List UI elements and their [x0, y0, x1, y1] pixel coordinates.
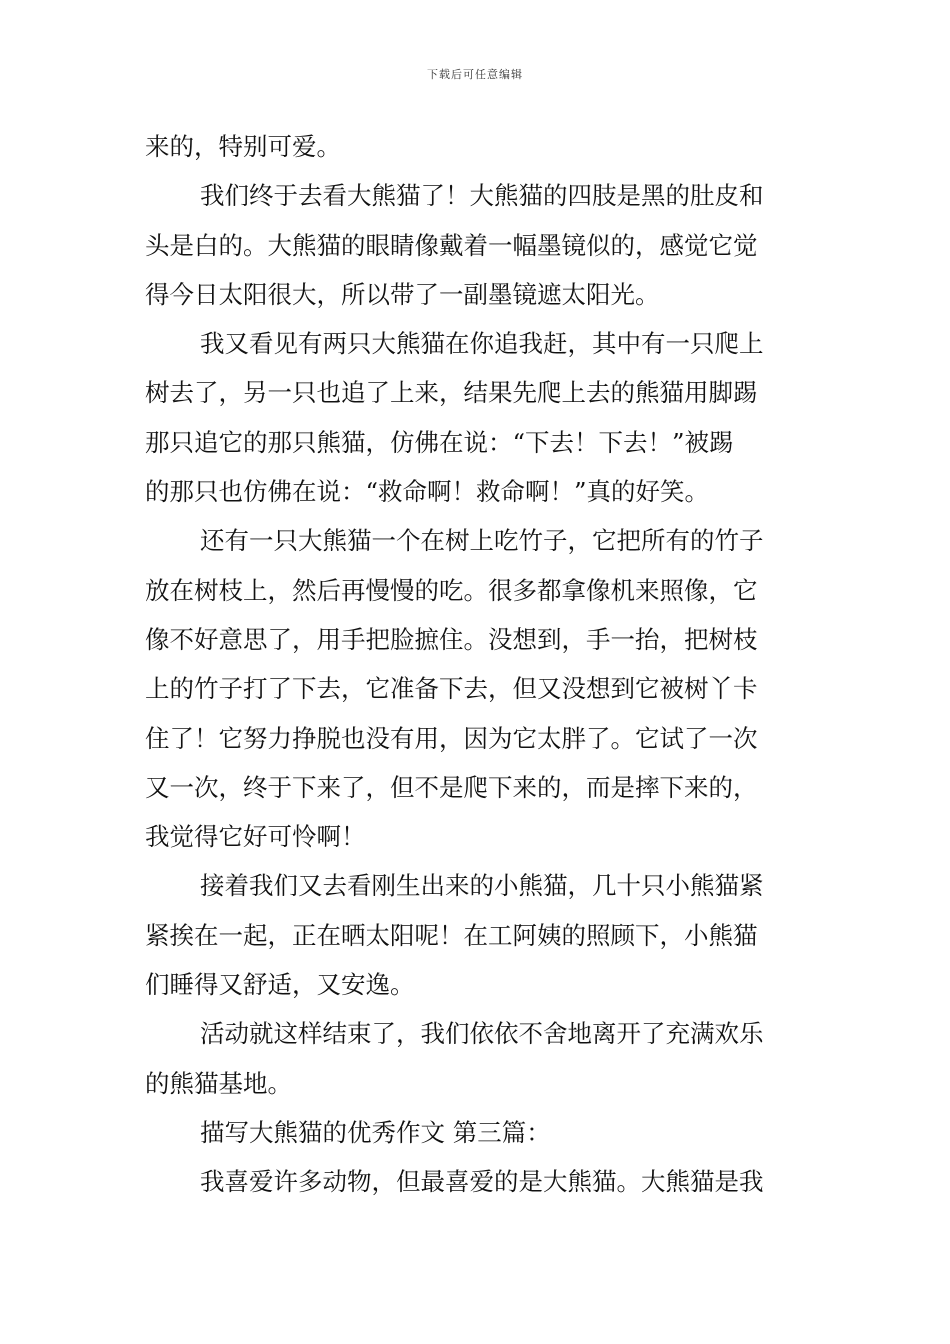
- text-line: 我又看见有两只大熊猫在你追我赶，其中有一只爬上: [200, 329, 764, 359]
- text-line: 描写大熊猫的优秀作文 第三篇：: [200, 1117, 551, 1147]
- text-line: 那只追它的那只熊猫，仿佛在说：“下去！下去！”被踢: [145, 427, 734, 457]
- text-line: 放在树枝上，然后再慢慢的吃。很多都拿像机来照像，它: [145, 575, 758, 605]
- text-line: 还有一只大熊猫一个在树上吃竹子，它把所有的竹子: [200, 526, 764, 556]
- page-header: 下载后可任意编辑: [427, 68, 523, 81]
- text-line: 我喜爱许多动物，但最喜爱的是大熊猫。大熊猫是我: [200, 1167, 764, 1197]
- text-line: 来的，特别可爱。: [145, 132, 341, 161]
- text-line: 我们终于去看大熊猫了！大熊猫的四肢是黑的肚皮和: [200, 181, 764, 211]
- text-line: 我觉得它好可怜啊！: [145, 822, 366, 852]
- text-line: 们睡得又舒适，又安逸。: [145, 970, 415, 1000]
- text-line: 紧挨在一起，正在晒太阳呢！在工阿姨的照顾下，小熊猫: [145, 920, 758, 950]
- text-line: 头是白的。大熊猫的眼睛像戴着一幅墨镜似的，感觉它觉: [145, 230, 758, 260]
- text-line: 又一次，终于下来了，但不是爬下来的，而是摔下来的，: [145, 772, 758, 802]
- text-line: 住了！它努力挣脱也没有用，因为它太胖了。它试了一次: [145, 723, 758, 753]
- text-line: 得今日太阳很大，所以带了一副墨镜遮太阳光。: [145, 279, 660, 309]
- text-line: 的熊猫基地。: [145, 1068, 292, 1098]
- text-line: 接着我们又去看刚生出来的小熊猫，几十只小熊猫紧: [200, 871, 764, 901]
- text-line: 活动就这样结束了，我们依依不舍地离开了充满欢乐: [200, 1019, 764, 1049]
- document-body: [145, 122, 810, 1207]
- text-line: 上的竹子打了下去，它准备下去，但又没想到它被树丫卡: [145, 674, 758, 704]
- text-line: 像不好意思了，用手把脸摭住。没想到，手一抬，把树枝: [145, 624, 758, 654]
- text-line: 的那只也仿佛在说：“救命啊！救命啊！”真的好笑。: [145, 477, 710, 507]
- text-line: 树去了，另一只也追了上来，结果先爬上去的熊猫用脚踢: [145, 378, 758, 408]
